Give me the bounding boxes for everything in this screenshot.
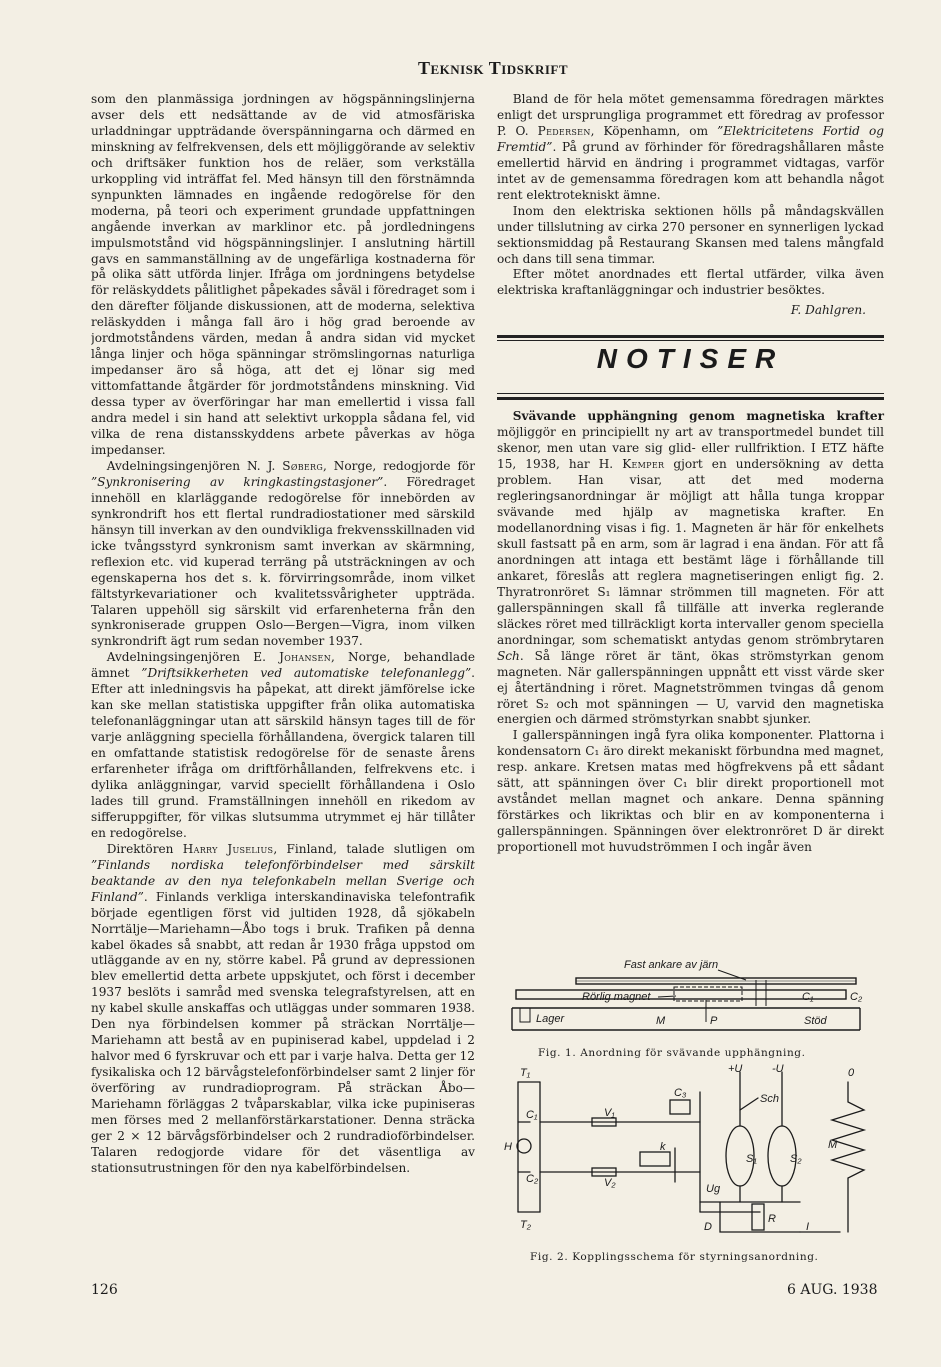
figure-1-caption: Fig. 1. Anordning för svävande upphängning. [538, 1047, 806, 1059]
fig2-label-k: k [660, 1141, 666, 1153]
fig2-label-s1: S₁ [746, 1153, 757, 1165]
author-juselius: Harry Juselius [182, 841, 274, 856]
left-paragraph-juselius: Direktören Harry Juselius, Finland, talade slutligen om ”Finlands nordiska telefonförbindelser med särskilt beaktande av den nya telefonkabeln mellan Sverige och Finland”. Finlands verkliga interskandinaviska telefontrafik började egentligen först vid jultiden 1928, då sjökabeln Norrtälje—Mariehamn—Åbo togs i bruk. Trafiken på denna kabel ökades så snabbt, att redan år 1930 fråga uppstod om utläggande av en ny, större kabel. På grund av depressionen blev emellertid detta arbete uppskjutet, och först i december 1937 beslöts i samråd med svenska telegrafstyrelsen, att en ny kabel skulle anskaffas och utläggas under sommaren 1938. Den nya förbindelsen kommer på sträckan Norrtälje—Mariehamn att bestå av en pupiniserad kabel, uppdelad i 2 halvor med 6 fyrskruvar och ett par i varje halva. Detta ger 12 fysikaliska och 12 bärvågstelefonförbindelser samt 2 linjer för överföring av rundradioprogram. På sträckan Åbo—Mariehamn förläggas 2 tvåparskablar, vilka icke pupiniseras men förses med 2 mellanförstärkarstationer. Denna sträcka ger 2 × 12 bärvågsförbindelser och 2 rundradioförbindelser. Talaren redogjorde vidare för det väsentliga av stationsutrustningen för den nya kabelförbindelsen. [91, 841, 475, 1175]
fig2-label-plus-u: +U [728, 1063, 743, 1075]
author-pedersen: Pedersen [537, 123, 591, 138]
left-paragraph-johansen: Avdelningsingenjören E. Johansen, Norge, behandlade ämnet ”Driftsikkerheten ved automatiske telefonanlegg”. Efter att inledningsvis ha påpekat, att direkt jämförelse icke kan ske mellan statistiska uppgifter från olika automatiska telefonanläggningar utan att särskild hänsyn tages till de för varje anläggning speciella förhållandena, övergick talaren till en omfattande statistisk redogörelse för de senaste årens erfarenheter ifråga om driftförhållanden, felfrekvens etc. i dylika anläggningar, varvid speciellt förhållandena i Oslo lades till grund. Framställningen innehöll en rikedom av sifferuppgifter, för vilkas slutsumma utrymmet ej här tillåter en redogörelse. [91, 650, 475, 840]
fig2-label-c3: C₃ [674, 1087, 687, 1099]
figure-1-drawing [506, 950, 866, 1038]
fig2-label-c1: C₁ [526, 1109, 538, 1121]
author-soberg: Søberg [282, 458, 324, 473]
left-paragraph-1: som den planmässiga jordningen av högspänningslinjerna avser dels ett nedsättande av de vid atmosfäriska urladdningar uppträdande överspänningarna och därmed en minskning av felfrekvensen, dels ett möjliggörande av selektiv och driftsäker funktion hos de reläer, som verkställa urkoppling vid inträffat fel. Med hänsyn till den förstnämnda synpunkten lämnades en ingående redogörelse för den moderna, på teori och experiment grundade uppfattningen angående inverkan av marklinor etc. på jordledningens impulsmotstånd vid högspänningslinjer. I anslutning härtill gavs en sammanställning av de ungefärliga kostnaderna för på olika sätt utförda linjer. Ifråga om jordningens betydelse för reläskyddets pålitlighet påpekades såväl i föredraget som i den därefter följande diskussionen, att de moderna, selektiva reläskydden i många fall äro i hög grad beroende av jordmotståndens värden, medan å andra sidan vid mycket långa linjer och höga spänningar strömslingornas naturliga impedanser äro så höga, att det ej lönar sig med vittomfattande åtgärder för jordmotståndens minskning. Vid dessa typer av överföringar har man emellertid i vissa fall andra medel i sin hand att selektivt urkoppla sådana fel, vid vilka de rena distansskyddens arbete påverkas av höga impedanser. [91, 92, 475, 457]
fig2-label-ug: Ug [706, 1183, 721, 1195]
fig2-label-v2: V₂ [604, 1177, 616, 1189]
talk-title-synkronisering: ”Synkronisering av kringkastingstasjoner” [91, 474, 384, 489]
fig2-label-c2: C₂ [526, 1173, 539, 1185]
right-paragraph-sektion: Inom den elektriska sektionen hölls på måndagskvällen under tillslutning av cirka 270 personer en synnerligen lyckad sektionsmiddag på Restaurang Skansen med talens mångfald och dans till sena timmar. [497, 203, 884, 266]
notice-magnetisk-upphangning: Svävande upphängning genom magnetiska krafter möjliggör en principiellt ny art av transportmedel bundet till skenor, men utan vare sig glid- eller rullfriktion. I ETZ häfte 15, 1938, har H. Kemper gjort en undersökning av detta problem. Han visar, att det med moderna regleringsanordningar är möjligt att hålla tunga kroppar svävande med hjälp av magnetiska krafter. En modellanordning visas i fig. 1. Magneten är här för enkelhets skull fastsatt på en arm, som är lagrad i ena ändan. För att få anordningen att intaga ett bestämt läge i förhållande till ankaret, föreslås att reglera magnetiseringen enligt fig. 2. Thyratronröret S₁ lämnar strömmen till magneten. För att gallerspänningen skall få tillfälle att inverka reglerande släckes röret med tillräckligt korta intervaller genom speciella anordningar, som schematiskt antydas genom strömbrytaren Sch. Så länge röret är tänt, ökas strömstyrkan genom magneten. När gallerspänningen uppnått ett visst värde sker ej återtändning i röret. Magnetströmmen tvingas då genom röret S₂ och mot spänningen — U, varvid den magnetiska energien och därmed strömstyrkan snabbt sjunker. [497, 409, 884, 727]
fig2-label-t2: T₂ [520, 1219, 531, 1231]
fig2-label-sch: Sch [760, 1093, 779, 1105]
fig2-label-s2: S₂ [790, 1153, 802, 1165]
fig2-label-r: R [768, 1213, 776, 1225]
fig2-label-v1: V₁ [604, 1107, 615, 1119]
right-paragraph-utfarder: Efter mötet anordnades ett flertal utfärder, vilka även elektriska kraftanläggningar och industrier besöktes. [497, 267, 884, 298]
fig1-label-p: P [710, 1015, 718, 1027]
fig2-label-i: I [806, 1221, 810, 1233]
fig2-label-d: D [704, 1221, 712, 1233]
author-johansen: Johansen [279, 650, 331, 665]
masthead: Teknisk Tidskrift [417, 58, 569, 78]
figure-2-schematic [500, 1062, 885, 1242]
talk-title-elektricitetens: ”Elektricitetens Fortid og Fremtid” [497, 123, 884, 154]
notiser-heading: NOTISER [596, 343, 785, 375]
author-kemper: Kemper [622, 457, 665, 472]
fig1-label-lager: Lager [536, 1013, 565, 1025]
talk-title-driftsikkerheten: ”Driftsikkerheten ved automatiske telefonanlegg” [141, 666, 472, 681]
fig1-label-rorlig: Rörlig magnet [582, 991, 651, 1003]
fig1-label-c1: C₁ [802, 991, 814, 1003]
fig2-label-zero: 0 [848, 1067, 855, 1079]
fig1-label-m: M [656, 1015, 666, 1027]
right-paragraph-pedersen: Bland de för hela mötet gemensamma föredragen märktes enligt det ursprungliga programmet ett föredrag av professor P. O. Pedersen, Köpenhamn, om ”Elektricitetens Fortid og Fremtid”. På grund av förhinder för föredragshållaren måste emellertid härvid en ändring i programmet vidtagas, varför intet av de gemensamma föredragen kom att behandla något rent elektrotekniskt ämne. [497, 92, 884, 202]
notice-headline: Svävande upphängning genom magnetiska krafter [512, 409, 884, 424]
left-column [91, 92, 475, 1272]
right-column [497, 92, 884, 856]
fig1-label-c2: C₂ [850, 991, 863, 1003]
fig1-label-fast: Fast ankare av järn [624, 959, 719, 971]
left-paragraph-soberg: Avdelningsingenjören N. J. Søberg, Norge, redogjorde för ”Synkronisering av kringkastingstasjoner”. Föredraget innehöll en klarläggande redogörelse för innebörden av synkrondrift hos ett flertal rundradiostationer med särskild hänsyn till inverkan av den oundvikliga frekvensskillnaden vid icke tvångsstyrd synkronism samt inverkan av skärmning, reflexion etc. vid kuperad terräng på utsträckningen av och egenskaperna hos det s. k. förvirringsområde, inom vilket fältstyrkevariationer och kvalitetssvårigheter uppträda. Talaren uppehöll sig särskilt vid erfarenheterna från den synkroniserade gruppen Oslo—Bergen—Vigra, inom vilken synkrondrift ägt rum sedan november 1937. [91, 458, 475, 649]
fig2-label-h: H [504, 1141, 512, 1153]
figure-2-caption: Fig. 2. Kopplingsschema för styrningsanordning. [530, 1251, 819, 1263]
notiser-divider [497, 329, 884, 403]
fig1-label-stod: Stöd [804, 1015, 827, 1027]
issue-date: 6 AUG. 1938 [787, 1282, 878, 1298]
talk-title-finlands: ”Finlands nordiska telefonförbindelser med särskilt beaktande av den nya telefonkabeln mellan Sverige och Finland” [91, 857, 475, 904]
fig2-label-minus-u: -U [772, 1063, 784, 1075]
fig2-label-t1: T₁ [520, 1067, 531, 1079]
notice-gallerspanning: I gallerspänningen ingå fyra olika komponenter. Plattorna i kondensatorn C₁ äro direkt mekaniskt förbundna med magnet, resp. ankare. Kretsen matas med högfrekvens på ett sådant sätt, att spänningen över C₁ blir direkt proportionell mot avståndet mellan magnet och ankare. Denna spänning förstärkes och likriktas och blir en av komponenterna i gallerspänningen. Spänningen över elektronröret D är direkt proportionell mot huvudströmmen I och ingår även [497, 728, 884, 855]
fig2-label-m: M [828, 1139, 838, 1151]
signature: F. Dahlgren. [790, 303, 866, 318]
page-number: 126 [91, 1282, 118, 1298]
